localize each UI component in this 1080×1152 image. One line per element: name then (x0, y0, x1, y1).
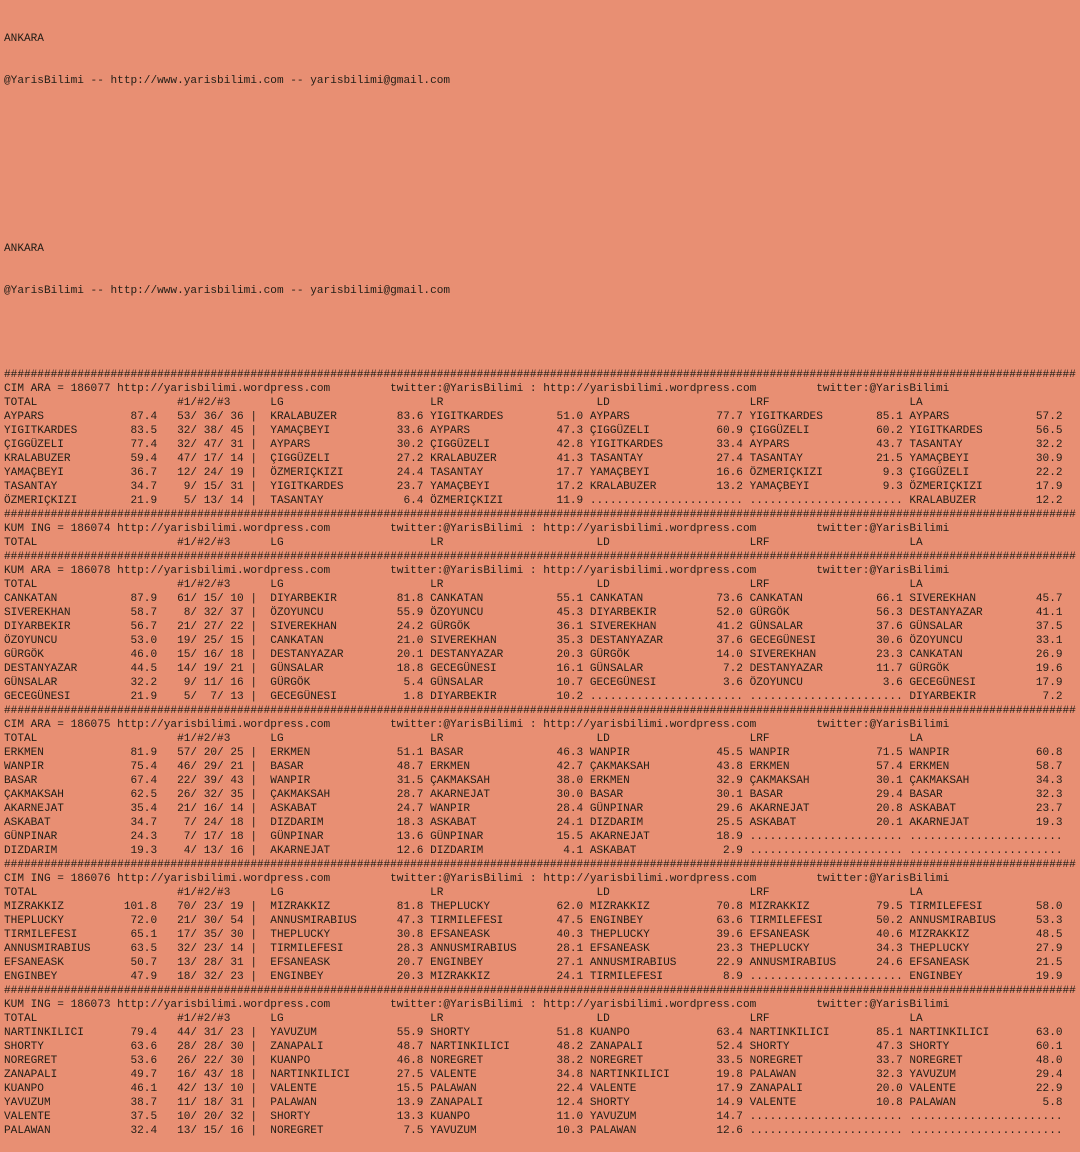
table-row: YAMAÇBEYI 36.7 12/ 24/ 19 | ÖZMERIÇKIZI 24.4 TASANTAY 17.7 YAMAÇBEYI 16.6 ÖZMERIÇKIZI 9.3 ÇIGGÜZELI 22.2 (4, 467, 1063, 479)
column-header-row: TOTAL #1/#2/#3 LG LR LD LRF LA (4, 579, 923, 591)
table-row: PALAWAN 32.4 13/ 15/ 16 | NOREGRET 7.5 YAVUZUM 10.3 PALAWAN 12.6 ....................... ....................... (4, 1125, 1063, 1137)
table-row: NARTINKILICI 79.4 44/ 31/ 23 | YAVUZUM 55.9 SHORTY 51.8 KUANPO 63.4 NARTINKILICI 85.1 NARTINKILICI 63.0 (4, 1027, 1063, 1039)
spacer-line (4, 158, 1076, 172)
table-row: ENGINBEY 47.9 18/ 32/ 23 | ENGINBEY 20.3 MIZRAKKIZ 24.1 TIRMILEFESI 8.9 ....................... ENGINBEY 19.9 (4, 971, 1063, 983)
separator-line: ################################################################################################################################################################# (4, 369, 1076, 381)
column-header-row: TOTAL #1/#2/#3 LG LR LD LRF LA (4, 887, 923, 899)
table-row: DIYARBEKIR 56.7 21/ 27/ 22 | SIVEREKHAN 24.2 GÜRGÖK 36.1 SIVEREKHAN 41.2 GÜNSALAR 37.6 GÜNSALAR 37.5 (4, 621, 1063, 633)
table-row: AKARNEJAT 35.4 21/ 16/ 14 | ASKABAT 24.7 WANPIR 28.4 GÜNPINAR 29.6 AKARNEJAT 20.8 ASKABAT 23.7 (4, 803, 1063, 815)
table-row: SHORTY 63.6 28/ 28/ 30 | ZANAPALI 48.7 NARTINKILICI 48.2 ZANAPALI 52.4 SHORTY 47.3 SHORTY 60.1 (4, 1041, 1063, 1053)
table-row: VALENTE 37.5 10/ 20/ 32 | SHORTY 13.3 KUANPO 11.0 YAVUZUM 14.7 ....................... ....................... (4, 1111, 1063, 1123)
separator-line: ################################################################################################################################################################# (4, 509, 1076, 521)
table-row: KUANPO 46.1 42/ 13/ 10 | VALENTE 15.5 PALAWAN 22.4 VALENTE 17.9 ZANAPALI 20.0 VALENTE 22.9 (4, 1083, 1063, 1095)
table-row: GÜNPINAR 24.3 7/ 17/ 18 | GÜNPINAR 13.6 GÜNPINAR 15.5 AKARNEJAT 18.9 ....................... ....................... (4, 831, 1063, 843)
table-row: WANPIR 75.4 46/ 29/ 21 | BASAR 48.7 ERKMEN 42.7 ÇAKMAKSAH 43.8 ERKMEN 57.4 ERKMEN 58.7 (4, 761, 1063, 773)
section-title: KUM ING = 186074 http://yarisbilimi.wordpress.com twitter:@YarisBilimi : http://yarisbilimi.wordpress.com twitter:@YarisBilimi (4, 523, 950, 535)
table-row: TASANTAY 34.7 9/ 15/ 31 | YIGITKARDES 23.7 YAMAÇBEYI 17.2 KRALABUZER 13.2 YAMAÇBEYI 9.3 ÖZMERIÇKIZI 17.9 (4, 481, 1063, 493)
table-row: GÜRGÖK 46.0 15/ 16/ 18 | DESTANYAZAR 20.1 DESTANYAZAR 20.3 GÜRGÖK 14.0 SIVEREKHAN 23.3 CANKATAN 26.9 (4, 649, 1063, 661)
separator-line: ################################################################################################################################################################# (4, 551, 1076, 563)
spacer-line (4, 200, 1076, 214)
table-row: ÖZOYUNCU 53.0 19/ 25/ 15 | CANKATAN 21.0 SIVEREKHAN 35.3 DESTANYAZAR 37.6 GECEGÜNESI 30.6 ÖZOYUNCU 33.1 (4, 635, 1063, 647)
separator-line: ################################################################################################################################################################# (4, 705, 1076, 717)
table-row: CANKATAN 87.9 61/ 15/ 10 | DIYARBEKIR 81.8 CANKATAN 55.1 CANKATAN 73.6 CANKATAN 66.1 SIVEREKHAN 45.7 (4, 593, 1063, 605)
terminal-output (4, 4, 1076, 1152)
table-row: ÇIGGÜZELI 77.4 32/ 47/ 31 | AYPARS 30.2 ÇIGGÜZELI 42.8 YIGITKARDES 33.4 AYPARS 43.7 TASANTAY 32.2 (4, 439, 1063, 451)
table-row: ZANAPALI 49.7 16/ 43/ 18 | NARTINKILICI 27.5 VALENTE 34.8 NARTINKILICI 19.8 PALAWAN 32.3 YAVUZUM 29.4 (4, 1069, 1063, 1081)
table-row: EFSANEASK 50.7 13/ 28/ 31 | EFSANEASK 20.7 ENGINBEY 27.1 ANNUSMIRABIUS 22.9 ANNUSMIRABIUS 24.6 EFSANEASK 21.5 (4, 957, 1063, 969)
separator-line: ################################################################################################################################################################# (4, 859, 1076, 871)
table-row: GÜNSALAR 32.2 9/ 11/ 16 | GÜRGÖK 5.4 GÜNSALAR 10.7 GECEGÜNESI 3.6 ÖZOYUNCU 3.6 GECEGÜNESI 17.9 (4, 677, 1063, 689)
spacer-line (4, 326, 1076, 340)
report-contact: @YarisBilimi -- http://www.yarisbilimi.com -- yarisbilimi@gmail.com (4, 75, 451, 87)
table-row: DIZDARIM 19.3 4/ 13/ 16 | AKARNEJAT 12.6 DIZDARIM 4.1 ASKABAT 2.9 ....................... ....................... (4, 845, 1063, 857)
separator-line: ################################################################################################################################################################# (4, 985, 1076, 997)
column-header-row: TOTAL #1/#2/#3 LG LR LD LRF LA (4, 537, 923, 549)
table-row: YIGITKARDES 83.5 32/ 38/ 45 | YAMAÇBEYI 33.6 AYPARS 47.3 ÇIGGÜZELI 60.9 ÇIGGÜZELI 60.2 YIGITKARDES 56.5 (4, 425, 1063, 437)
column-header-row: TOTAL #1/#2/#3 LG LR LD LRF LA (4, 1013, 923, 1025)
column-header-row: TOTAL #1/#2/#3 LG LR LD LRF LA (4, 733, 923, 745)
table-row: ANNUSMIRABIUS 63.5 32/ 23/ 14 | TIRMILEFESI 28.3 ANNUSMIRABIUS 28.1 EFSANEASK 23.3 THEPLUCKY 34.3 THEPLUCKY 27.9 (4, 943, 1063, 955)
section-title: CIM ARA = 186077 http://yarisbilimi.wordpress.com twitter:@YarisBilimi : http://yarisbilimi.wordpress.com twitter:@YarisBilimi (4, 383, 950, 395)
report-contact: @YarisBilimi -- http://www.yarisbilimi.com -- yarisbilimi@gmail.com (4, 285, 451, 297)
table-row: GECEGÜNESI 21.9 5/ 7/ 13 | GECEGÜNESI 1.8 DIYARBEKIR 10.2 ....................... ....................... DIYARBEKIR 7.2 (4, 691, 1063, 703)
table-row: ERKMEN 81.9 57/ 20/ 25 | ERKMEN 51.1 BASAR 46.3 WANPIR 45.5 WANPIR 71.5 WANPIR 60.8 (4, 747, 1063, 759)
table-row: ÇAKMAKSAH 62.5 26/ 32/ 35 | ÇAKMAKSAH 28.7 AKARNEJAT 30.0 BASAR 30.1 BASAR 29.4 BASAR 32.3 (4, 789, 1063, 801)
section-title: KUM ARA = 186078 http://yarisbilimi.wordpress.com twitter:@YarisBilimi : http://yarisbilimi.wordpress.com twitter:@YarisBilimi (4, 565, 950, 577)
table-row: THEPLUCKY 72.0 21/ 30/ 54 | ANNUSMIRABIUS 47.3 TIRMILEFESI 47.5 ENGINBEY 63.6 TIRMILEFESI 50.2 ANNUSMIRABIUS 53.3 (4, 915, 1063, 927)
table-row: AYPARS 87.4 53/ 36/ 36 | KRALABUZER 83.6 YIGITKARDES 51.0 AYPARS 77.7 YIGITKARDES 85.1 AYPARS 57.2 (4, 411, 1063, 423)
table-row: SIVEREKHAN 58.7 8/ 32/ 37 | ÖZOYUNCU 55.9 ÖZOYUNCU 45.3 DIYARBEKIR 52.0 GÜRGÖK 56.3 DESTANYAZAR 41.1 (4, 607, 1063, 619)
section-title: CIM ING = 186076 http://yarisbilimi.wordpress.com twitter:@YarisBilimi : http://yarisbilimi.wordpress.com twitter:@YarisBilimi (4, 873, 950, 885)
sections-container (4, 368, 1076, 1138)
table-row: MIZRAKKIZ 101.8 70/ 23/ 19 | MIZRAKKIZ 81.8 THEPLUCKY 62.0 MIZRAKKIZ 70.8 MIZRAKKIZ 79.5 TIRMILEFESI 58.0 (4, 901, 1063, 913)
table-row: BASAR 67.4 22/ 39/ 43 | WANPIR 31.5 ÇAKMAKSAH 38.0 ERKMEN 32.9 ÇAKMAKSAH 30.1 ÇAKMAKSAH 34.3 (4, 775, 1063, 787)
column-header-row: TOTAL #1/#2/#3 LG LR LD LRF LA (4, 397, 923, 409)
table-row: YAVUZUM 38.7 11/ 18/ 31 | PALAWAN 13.9 ZANAPALI 12.4 SHORTY 14.9 VALENTE 10.8 PALAWAN 5.8 (4, 1097, 1063, 1109)
table-row: NOREGRET 53.6 26/ 22/ 30 | KUANPO 46.8 NOREGRET 38.2 NOREGRET 33.5 NOREGRET 33.7 NOREGRET 48.0 (4, 1055, 1063, 1067)
table-row: ASKABAT 34.7 7/ 24/ 18 | DIZDARIM 18.3 ASKABAT 24.1 DIZDARIM 25.5 ASKABAT 20.1 AKARNEJAT 19.3 (4, 817, 1063, 829)
table-row: DESTANYAZAR 44.5 14/ 19/ 21 | GÜNSALAR 18.8 GECEGÜNESI 16.1 GÜNSALAR 7.2 DESTANYAZAR 11.7 GÜRGÖK 19.6 (4, 663, 1063, 675)
table-row: KRALABUZER 59.4 47/ 17/ 14 | ÇIGGÜZELI 27.2 KRALABUZER 41.3 TASANTAY 27.4 TASANTAY 21.5 YAMAÇBEYI 30.9 (4, 453, 1063, 465)
report-location: ANKARA (4, 33, 44, 45)
table-row: TIRMILEFESI 65.1 17/ 35/ 30 | THEPLUCKY 30.8 EFSANEASK 40.3 THEPLUCKY 39.6 EFSANEASK 40.6 MIZRAKKIZ 48.5 (4, 929, 1063, 941)
report-location: ANKARA (4, 243, 44, 255)
table-row: ÖZMERIÇKIZI 21.9 5/ 13/ 14 | TASANTAY 6.4 ÖZMERIÇKIZI 11.9 ....................... ....................... KRALABUZER 12.2 (4, 495, 1063, 507)
section-title: KUM ING = 186073 http://yarisbilimi.wordpress.com twitter:@YarisBilimi : http://yarisbilimi.wordpress.com twitter:@YarisBilimi (4, 999, 950, 1011)
section-title: CIM ARA = 186075 http://yarisbilimi.wordpress.com twitter:@YarisBilimi : http://yarisbilimi.wordpress.com twitter:@YarisBilimi (4, 719, 950, 731)
spacer-line (4, 116, 1076, 130)
